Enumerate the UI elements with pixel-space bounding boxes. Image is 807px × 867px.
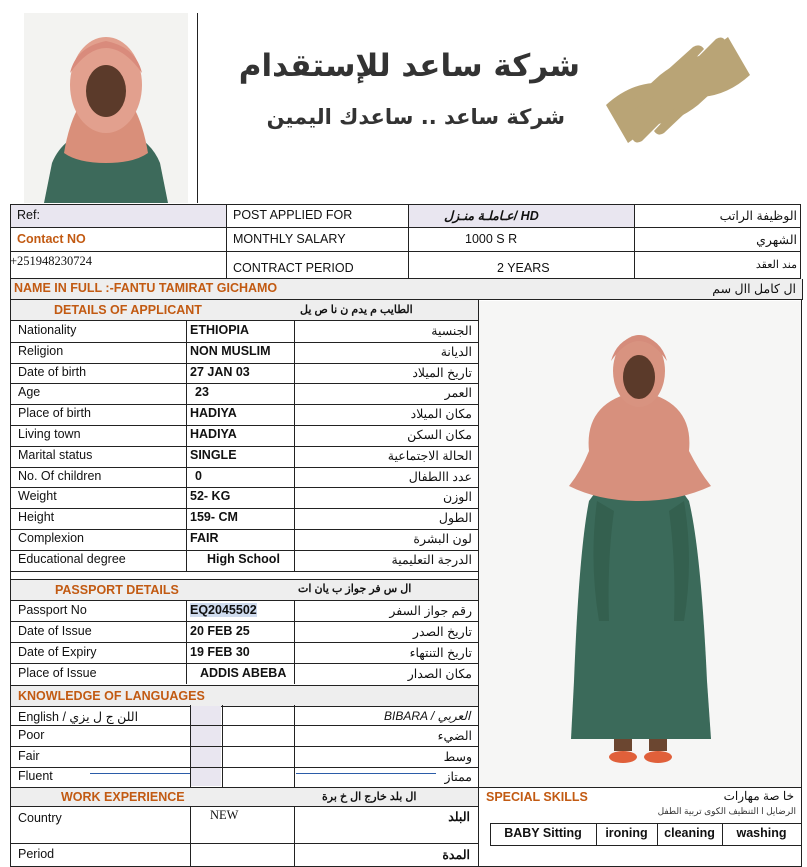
field-label: Religion [18, 344, 64, 358]
period-label: Period [18, 847, 55, 861]
contact-phone: +251948230724 [10, 254, 93, 268]
field-label: Educational degree [18, 552, 126, 566]
field-label: No. Of children [18, 469, 102, 483]
full-body-photo [479, 301, 801, 787]
applicant-row [11, 425, 478, 445]
post-label-ar: الوظيفة الراتب [719, 209, 797, 223]
field-label: Date of Issue [18, 624, 92, 638]
field-label: Living town [18, 427, 81, 441]
applicant-row [11, 508, 478, 528]
field-value: 19 FEB 30 [190, 645, 250, 659]
period-ar: المدة [442, 848, 470, 862]
field-value: EQ2045502 [190, 603, 257, 617]
field-value: 20 FEB 25 [190, 624, 250, 638]
passport-row [11, 622, 478, 642]
hands-logo-icon [598, 25, 758, 155]
field-label-ar: الطول [438, 511, 472, 525]
field-value: HADIYA [190, 427, 237, 441]
applicant-row [11, 550, 478, 570]
field-label: Date of Expiry [18, 645, 97, 659]
full-name-ar: ال كامل اال سم [712, 282, 796, 296]
passport-row [11, 601, 478, 621]
field-value: SINGLE [190, 448, 237, 462]
skills-sub-ar: الرضايل ا التنظيف الكوى تربية الطفل [657, 806, 796, 816]
post-value: عـاملـة منـزل/ HD [444, 209, 539, 223]
salary-label-ar: الشهري [756, 233, 797, 247]
applicant-row [11, 467, 478, 487]
field-value: ADDIS ABEBA [200, 666, 287, 680]
languages-section-header: KNOWLEDGE OF LANGUAGES [11, 685, 478, 707]
passport-row [11, 643, 478, 663]
field-label-ar: تاريخ الميلاد [412, 366, 472, 380]
post-label: POST APPLIED FOR [233, 208, 353, 222]
field-label-ar: رقم جواز السفر [389, 604, 472, 618]
applicant-section-header: DETAILS OF APPLICANT [11, 300, 478, 321]
full-name: NAME IN FULL :-FANTU TAMIRAT GICHAMO [14, 281, 278, 295]
field-label: Nationality [18, 323, 77, 337]
field-label: Place of birth [18, 406, 91, 420]
passport-section-header: PASSPORT DETAILS [11, 579, 478, 601]
language-level-label: Poor [18, 728, 45, 742]
fluent-underline [90, 773, 190, 774]
passport-title-ar: ال س فر جواز ب يان ات [298, 583, 412, 595]
field-label: Height [18, 510, 55, 524]
field-value: ETHIOPIA [190, 323, 250, 337]
applicant-row [11, 342, 478, 362]
field-value: NON MUSLIM [190, 344, 271, 358]
field-label-ar: تاريخ التنتهاء [409, 646, 472, 660]
skill-cell: BABY Sitting [504, 826, 582, 840]
language-level-ar: وسط [443, 750, 472, 764]
contract-value: 2 YEARS [497, 261, 550, 275]
field-label-ar: عدد االطفال [408, 470, 472, 484]
field-value: FAIR [190, 531, 219, 545]
language-level-label: Fluent [18, 769, 53, 783]
applicant-row [11, 529, 478, 549]
field-value: HADIYA [190, 406, 237, 420]
field-label: Weight [18, 489, 57, 503]
field-label-ar: الوزن [443, 490, 472, 504]
applicant-row [11, 404, 478, 424]
field-value: 23 [195, 385, 209, 399]
contact-label: Contact NO [17, 232, 86, 246]
portrait-photo [24, 13, 188, 203]
field-label: Passport No [18, 603, 87, 617]
work-section-header: WORK EXPERIENCE [11, 788, 478, 807]
salary-label: MONTHLY SALARY [233, 232, 346, 246]
skill-cell: cleaning [664, 826, 715, 840]
company-name: شركة ساعد للإستقدام [238, 48, 580, 84]
skill-cell: ironing [605, 826, 648, 840]
skills-title-ar: خا صة مهارات [723, 789, 794, 803]
field-value: 52- KG [190, 489, 231, 503]
language-level-ar: الضيء [437, 729, 472, 743]
field-label-ar: الدرجة التعليمية [391, 553, 472, 567]
applicant-row [11, 321, 478, 341]
applicant-row [11, 446, 478, 466]
contract-label: CONTRACT PERIOD [233, 261, 354, 275]
country-value: NEW [210, 808, 239, 822]
english-label: English / اللن ج ل يزي [18, 710, 139, 724]
applicant-title-ar: الطايب م يدم ن نا ص يل [300, 304, 413, 316]
field-label-ar: لون البشرة [413, 532, 472, 546]
skill-cell: washing [736, 826, 787, 840]
contract-label-ar: مند العقد [755, 259, 797, 271]
field-value: 0 [195, 469, 202, 483]
applicant-row [11, 487, 478, 507]
ref-label: Ref: [17, 208, 40, 222]
field-value: 159- CM [190, 510, 238, 524]
company-slogan: شركة ساعد .. ساعدك اليمين [266, 105, 565, 129]
applicant-row [11, 383, 478, 403]
field-label-ar: العمر [444, 386, 472, 400]
field-label: Complexion [18, 531, 85, 545]
field-label-ar: الجنسية [431, 324, 472, 338]
field-label: Place of Issue [18, 666, 97, 680]
arabic-language-label: BIBARA / العربي [384, 709, 471, 723]
field-label: Marital status [18, 448, 93, 462]
country-ar: البلد [448, 810, 470, 824]
field-label-ar: مكان السكن [407, 428, 472, 442]
field-label-ar: مكان الميلاد [410, 407, 472, 421]
applicant-row [11, 363, 478, 383]
skills-section-header: SPECIAL SKILLS [479, 788, 801, 806]
field-label-ar: الديانة [440, 345, 472, 359]
country-label: Country [18, 811, 62, 825]
field-label: Age [18, 385, 41, 399]
salary-value: 1000 S R [465, 232, 518, 246]
field-label: Date of birth [18, 365, 87, 379]
field-value: High School [207, 552, 280, 566]
fluent-underline-2 [296, 773, 436, 774]
language-level-ar: ممتاز [444, 770, 472, 784]
language-level-label: Fair [18, 749, 40, 763]
passport-row [11, 664, 478, 684]
field-label-ar: تاريخ الصدر [412, 625, 472, 639]
field-label-ar: مكان الصدار [407, 667, 472, 681]
field-label-ar: الحالة الاجتماعية [387, 449, 472, 463]
field-value: 27 JAN 03 [190, 365, 250, 379]
work-title-ar: ال بلد خارج ال خ برة [322, 791, 417, 803]
